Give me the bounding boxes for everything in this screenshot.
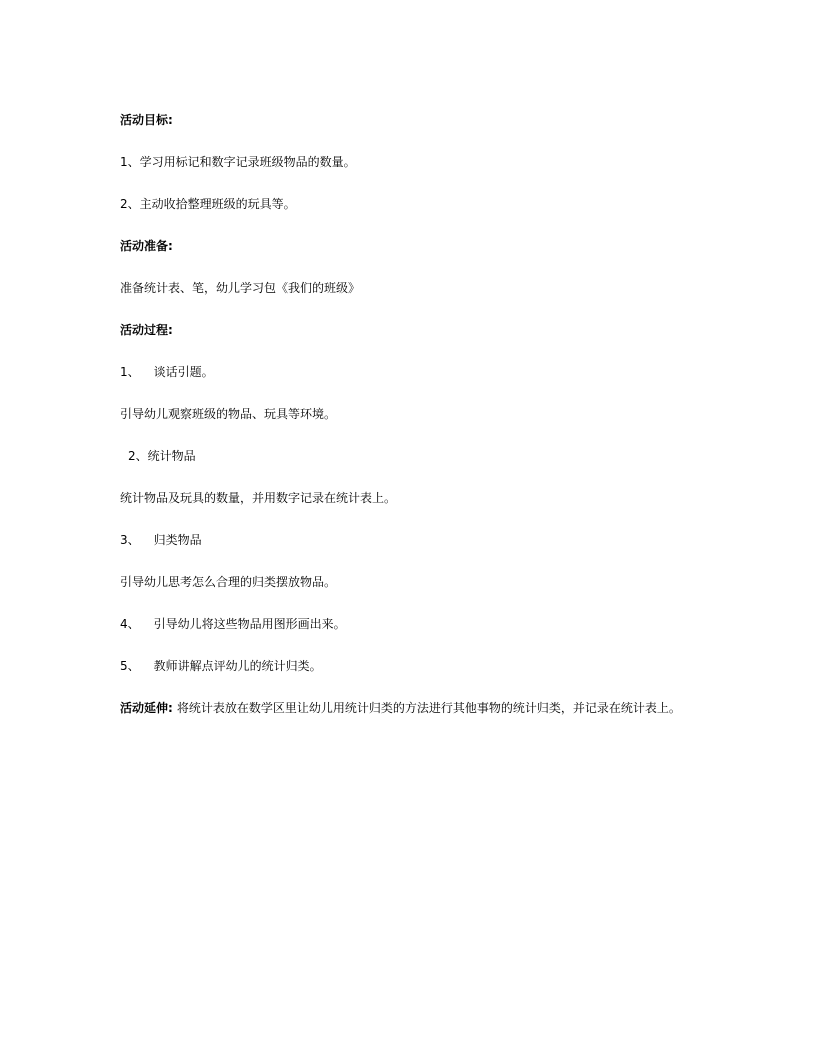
heading-preparation: 活动准备: xyxy=(120,239,173,253)
step-2-text: 统计物品 xyxy=(147,449,196,463)
goal-item-2 xyxy=(120,196,296,212)
step-item-2 xyxy=(120,448,196,464)
goal-item-1 xyxy=(120,154,356,170)
heading-goals: 活动目标: xyxy=(120,113,173,127)
step-item-3 xyxy=(120,532,202,548)
step-2-number: 2、 xyxy=(128,449,148,463)
step-4-number: 4、 xyxy=(120,617,140,631)
step-5-number: 5、 xyxy=(120,659,140,673)
step-1-number: 1、 xyxy=(120,365,140,379)
goal-1-number: 1、 xyxy=(120,155,140,169)
step-item-1 xyxy=(120,364,214,380)
goal-2-text: 主动收拾整理班级的玩具等。 xyxy=(139,197,296,211)
step-3-text: 归类物品 xyxy=(153,533,202,547)
extension-text: 将统计表放在数学区里让幼儿用统计归类的方法进行其他事物的统计归类，并记录在统计表上。 xyxy=(176,701,681,715)
step-2-detail: 统计物品及玩具的数量，并用数字记录在统计表上。 xyxy=(120,491,397,505)
step-4-text: 引导幼儿将这些物品用图形画出来。 xyxy=(153,617,346,631)
heading-extension: 活动延伸: xyxy=(120,701,173,715)
step-5-text: 教师讲解点评幼儿的统计归类。 xyxy=(153,659,322,673)
heading-process: 活动过程: xyxy=(120,323,173,337)
step-3-detail: 引导幼儿思考怎么合理的归类摆放物品。 xyxy=(120,575,337,589)
step-1-detail: 引导幼儿观察班级的物品、玩具等环境。 xyxy=(120,407,337,421)
step-item-5 xyxy=(120,658,322,674)
preparation-text: 准备统计表、笔，幼儿学习包《我们的班级》 xyxy=(120,281,361,295)
goal-1-text: 学习用标记和数字记录班级物品的数量。 xyxy=(139,155,356,169)
goal-2-number: 2、 xyxy=(120,197,140,211)
extension-paragraph xyxy=(120,700,681,716)
step-1-text: 谈话引题。 xyxy=(153,365,214,379)
step-3-number: 3、 xyxy=(120,533,140,547)
step-item-4 xyxy=(120,616,346,632)
